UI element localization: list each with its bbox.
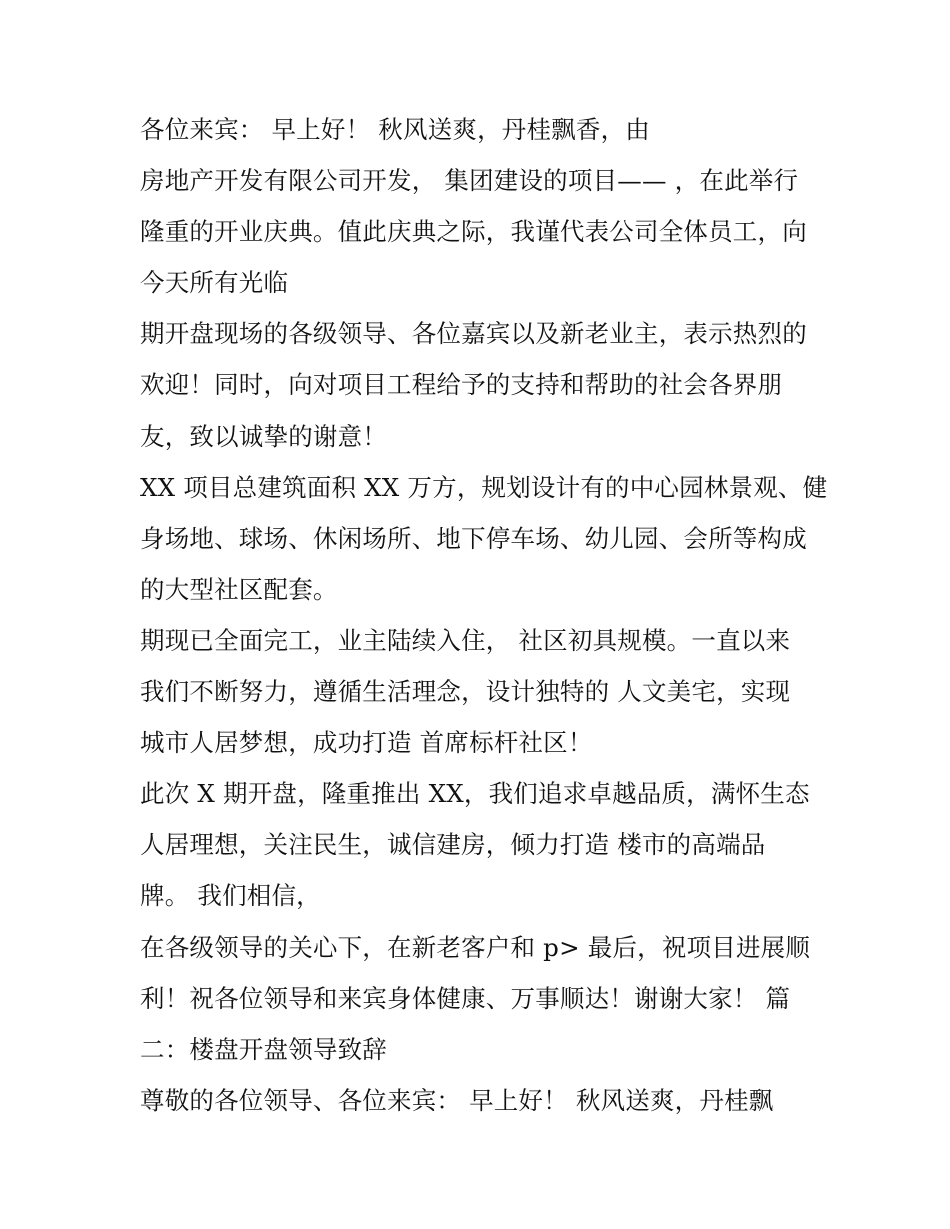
text-line-19: 二：楼盘开盘领导致辞 [140,1034,387,1064]
text-line-14: 此次 X 期开盘，隆重推出 XX，我们追求卓越品质，满怀生态 [140,779,810,809]
text-line-8: XX 项目总建筑面积 XX 万方，规划设计有的中心园林景观、健 [140,472,828,502]
document-body [140,104,830,1126]
text-line-20: 尊敬的各位领导、各位来宾： 早上好！ 秋风送爽，丹桂飘 [140,1085,774,1115]
text-line-17: 在各级领导的关心下，在新老客户和 p> 最后，祝项目进展顺 [140,932,811,962]
text-line-18: 利！祝各位领导和来宾身体健康、万事顺达！谢谢大家！ 篇 [140,983,791,1013]
text-line-12: 我们不断努力，遵循生活理念，设计独特的 人文美宅，实现 [140,677,791,707]
text-line-7: 友，致以诚挚的谢意！ [140,421,387,451]
text-line-1: 各位来宾： 早上好！ 秋风送爽，丹桂飘香，由 [140,115,650,144]
text-line-13: 城市人居梦想，成功打造 首席标杆社区！ [140,728,593,758]
text-line-4: 今天所有光临 [140,268,289,298]
text-line-3: 隆重的开业庆典。值此庆典之际，我谨代表公司全体员工，向 [140,217,807,247]
text-line-2: 房地产开发有限公司开发， 集团建设的项目—— ，在此举行 [140,166,799,196]
text-line-6: 欢迎！同时，向对项目工程给予的支持和帮助的社会各界朋 [140,370,783,400]
text-line-5: 期开盘现场的各级领导、各位嘉宾以及新老业主，表示热烈的 [140,319,807,349]
text-line-10: 的大型社区配套。 [140,574,338,604]
text-line-16: 牌。 我们相信， [140,881,321,911]
text-line-11: 期现已全面完工，业主陆续入住， 社区初具规模。一直以来 [140,625,791,655]
text-line-15: 人居理想，关注民生，诚信建房，倾力打造 楼市的高端品 [140,830,766,860]
text-line-9: 身场地、球场、休闲场所、地下停车场、幼儿园、会所等构成 [140,523,807,553]
